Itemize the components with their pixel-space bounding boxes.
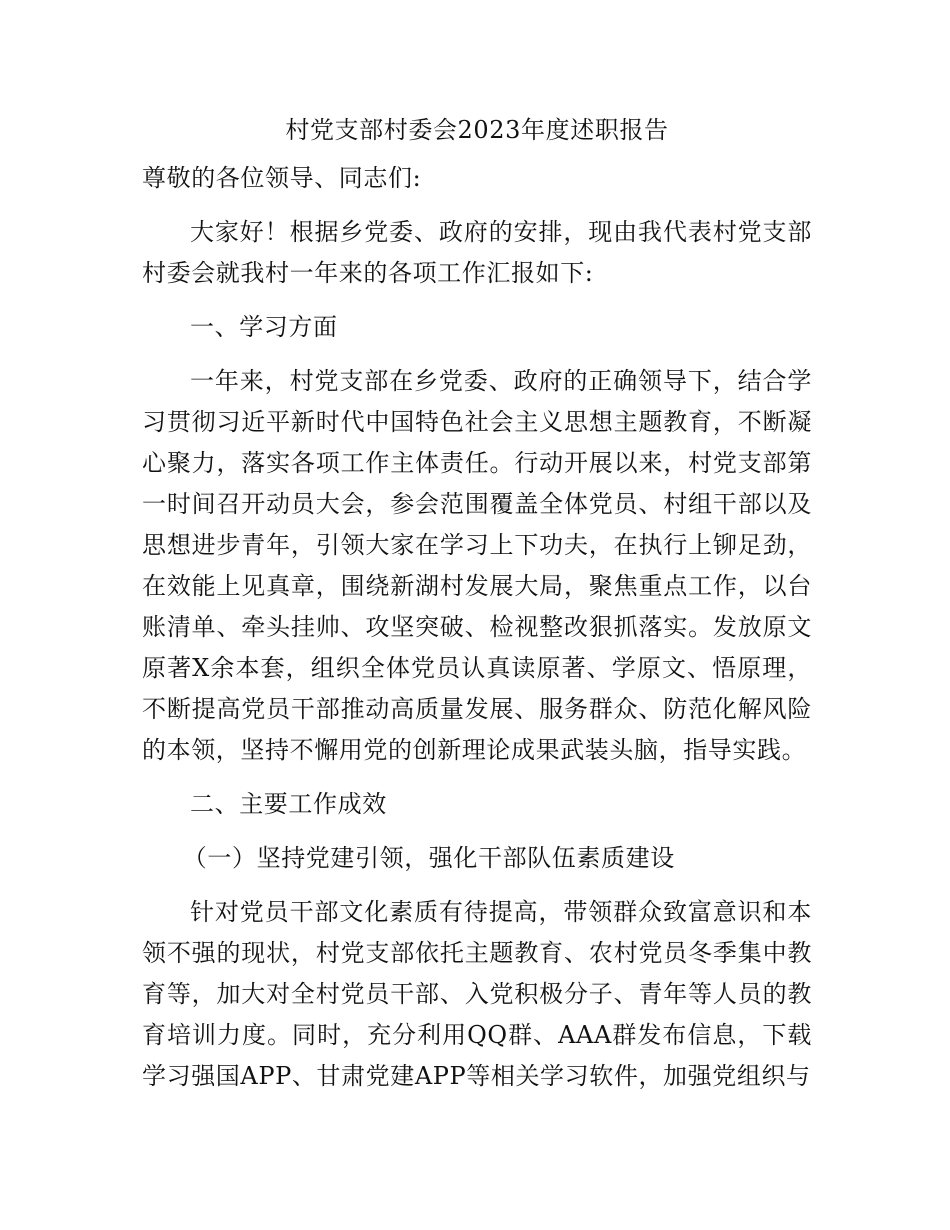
document-title: 村党支部村委会2023年度述职报告 xyxy=(285,116,669,144)
salutation: 尊敬的各位领导、同志们: xyxy=(142,164,422,192)
section-heading-achievements: 二、主要工作成效 xyxy=(190,790,387,818)
intro-paragraph: 大家好！根据乡党委、政府的安排，现由我代表村党支部村委会就我村一年来的各项工作汇报如下: xyxy=(142,218,812,287)
section-study-paragraph: 一年来，村党支部在乡党委、政府的正确领导下，结合学习贯彻习近平新时代中国特色社会主义思想主题教育，不断凝心聚力，落实各项工作主体责任。行动开展以来，村党支部第一时间召开动员大会，参会范围覆盖全体党员、村组干部以及思想进步青年，引领大家在学习上下功夫，在执行上铆足劲，在效能上见真章，围绕新湖村发展大局，聚焦重点工作，以台账清单、牵头挂帅、攻坚突破、检视整改狠抓落实。发放原文原著X余本套，组织全体党员认真读原著、学原文、悟原理，不断提高党员干部推动高质量发展、服务群众、防范化解风险的本领，坚持不懈用党的创新理论成果武装头脑，指导实践。 xyxy=(142,367,812,764)
subsection-heading-party-building: （一）坚持党建引领，强化干部队伍素质建设 xyxy=(182,844,675,872)
document-body xyxy=(142,110,812,1110)
section-heading-study: 一、学习方面 xyxy=(190,313,338,341)
subsection-party-building-paragraph: 针对党员干部文化素质有待提高，带领群众致富意识和本领不强的现状，村党支部依托主题教育、农村党员冬季集中教育等，加大对全村党员干部、入党积极分子、青年等人员的教育培训力度。同时，充分利用QQ群、AAA群发布信息，下载学习强国APP、甘肃党建APP等相关学习软件，加强党组织与 xyxy=(142,898,812,1090)
